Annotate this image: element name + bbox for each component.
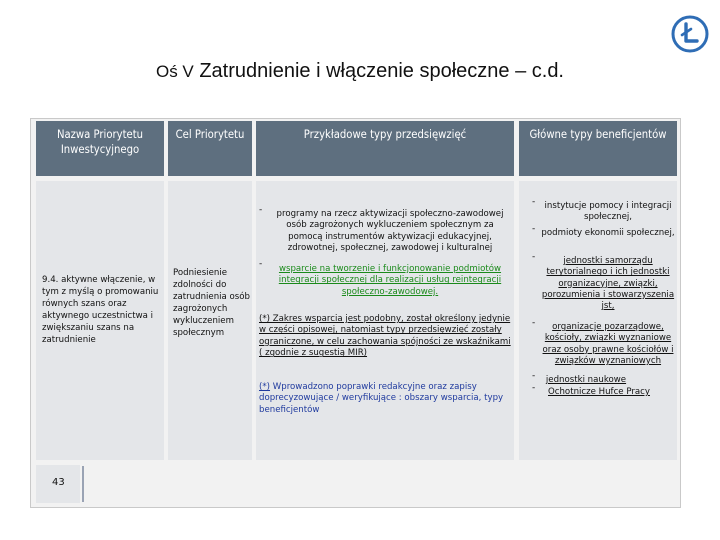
beneficiary-item-5: jednostki naukowe — [545, 375, 627, 385]
beneficiary-item-2: podmioty ekonomii społecznej, — [541, 228, 675, 238]
bullet-dash: - — [259, 205, 263, 215]
beneficiary-item-1: instytucje pomocy i integracji społecznej, — [544, 201, 672, 223]
priority-name-text: 9.4. aktywne włączenie, w tym z myślą o promowaniu równych szans oraz aktywnego uczestnictwa i zwiększaniu szans na zatrudnienie — [42, 275, 159, 345]
header-priority-name: Nazwa Priorytetu Inwestycyjnego — [36, 121, 164, 176]
bullet-dash: - — [532, 224, 536, 234]
priority-goal-text: Podniesienie zdolności do zatrudnienia osób zagrożonych wykluczeniem społecznym — [173, 268, 250, 338]
title-main: Zatrudnienie i włączenie społeczne – c.d. — [199, 60, 564, 82]
note-marker: (*) — [259, 382, 271, 392]
header-beneficiaries: Główne typy beneficjentów — [519, 121, 677, 176]
circled-l-logo-icon — [670, 14, 710, 54]
beneficiary-item-4: organizacje pozarządowe, kościoły, związki wyznaniowe oraz osoby prawne kościołów i związków wyznaniowych — [542, 322, 674, 366]
page-title — [0, 60, 720, 83]
footer-divider — [82, 466, 84, 502]
project-type-item-2: wsparcie na tworzenie i funkcjonowanie podmiotów integracji społecznej dla realizacji usług reintegracji społeczno-zawodowej. — [278, 264, 502, 297]
note-text: Wprowadzono poprawki redakcyjne oraz zapisy doprecyzowujące / weryfikujące : obszary wsparcia, typy beneficjentów — [259, 382, 504, 415]
bullet-dash: - — [532, 318, 536, 328]
title-prefix: Oś V — [155, 62, 194, 81]
bullet-dash: - — [259, 259, 263, 269]
bullet-dash: - — [532, 197, 536, 207]
header-priority-goal: Cel Priorytetu — [168, 121, 252, 176]
beneficiary-item-6: Ochotnicze Hufce Pracy — [548, 387, 650, 397]
beneficiary-item-3: jednostki samorządu terytorialnego i ich jednostki organizacyjne, związki, porozumienia i stowarzyszenia jst, — [541, 256, 675, 312]
bullet-dash: - — [532, 383, 536, 393]
project-types-note-1: (*) Zakres wsparcia jest podobny, został określony jedynie w części opisowej, natomiast typy przedsięwzięć zostały ograniczone, w celu zachowania spójności ze wskaźnikami ( zgodnie z sugestią MIR) — [259, 314, 511, 359]
page-number: 43 — [52, 477, 65, 488]
bullet-dash: - — [532, 371, 536, 381]
project-type-item-1: programy na rzecz aktywizacji społeczno-zawodowej osób zagrożonych wykluczeniem społecznym za pomocą instrumentów aktywizacji edukacyjnej, zdrowotnej, społecznej, zawodowej i kulturalnej — [276, 209, 504, 254]
project-types-note-2 — [259, 382, 515, 416]
bullet-dash: - — [532, 252, 536, 262]
header-project-types: Przykładowe typy przedsięwzięć — [256, 121, 514, 176]
